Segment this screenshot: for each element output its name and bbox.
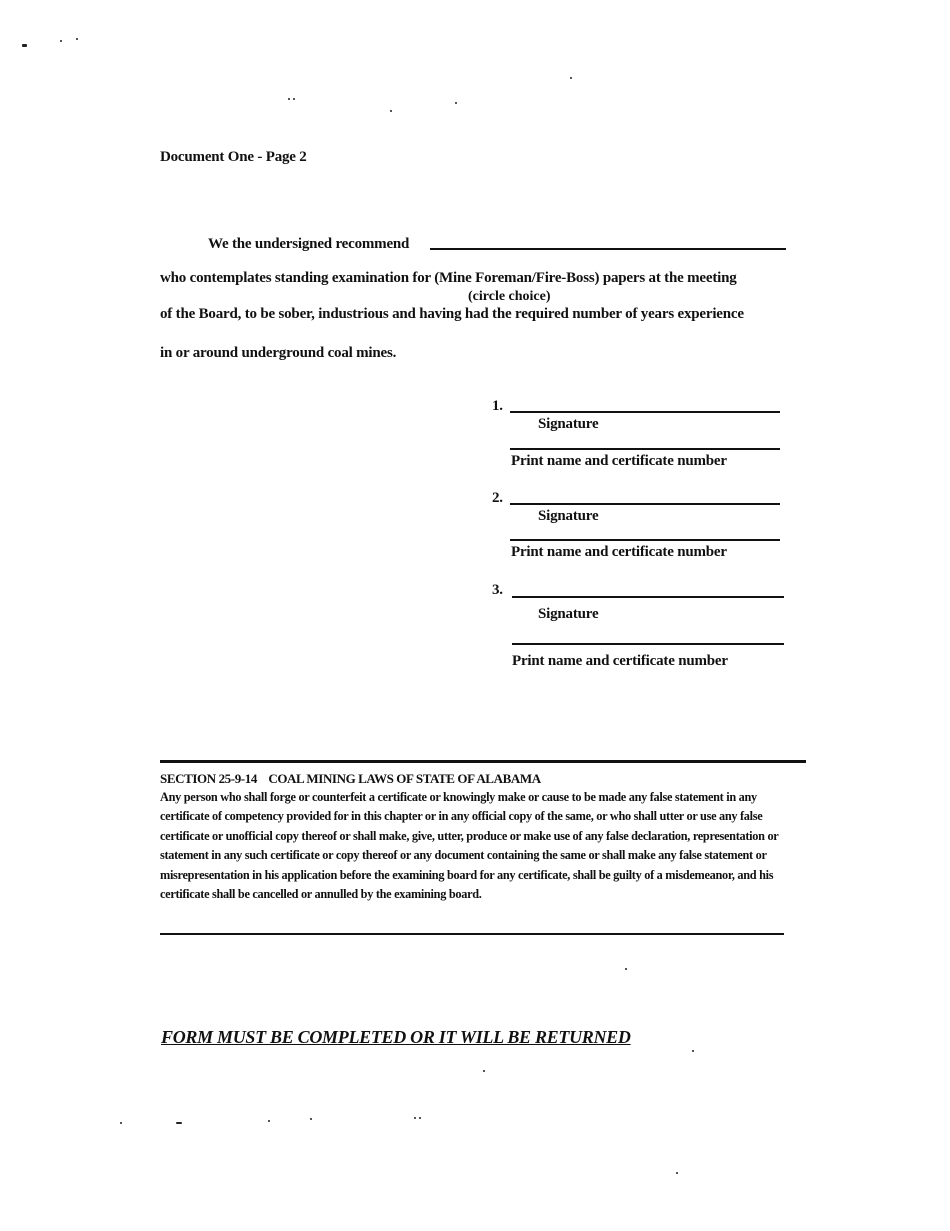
scan-speck — [414, 1117, 416, 1119]
scan-speck — [310, 1118, 312, 1120]
section-heading: SECTION 25-9-14 COAL MINING LAWS OF STATE OF ALABAMA — [160, 771, 541, 786]
section-body: Any person who shall forge or counterfeit a certificate or knowingly make or cause to be made any false statement in any certificate of competency provided for in this chapter or in any official copy of the same, or who shall utter or use any false certificate or unofficial copy thereof or shall make, give, utter, produce or make use of any false declaration, representation or statement in any such certificate or copy thereof or any document containing the same or shall make any false statement or misrepresentation in his application before the examining board for any certificate, shall be guilty of a misdemeanor, and his certificate shall be cancelled or annulled by the examining board. — [160, 790, 779, 902]
signature-label: Signature — [538, 606, 599, 622]
scan-speck — [676, 1172, 678, 1174]
print-name-label: Print name and certificate number — [512, 653, 728, 669]
scan-speck — [570, 77, 572, 79]
signature-line-1[interactable] — [510, 411, 780, 413]
form-notice: FORM MUST BE COMPLETED OR IT WILL BE RETURNED — [161, 1027, 631, 1047]
signature-line-3[interactable] — [512, 596, 784, 598]
scan-speck — [76, 38, 78, 40]
scan-speck — [390, 110, 392, 112]
scan-speck — [455, 102, 457, 104]
scan-speck — [176, 1122, 182, 1124]
print-name-label: Print name and certificate number — [511, 544, 727, 560]
print-name-label: Print name and certificate number — [511, 453, 727, 469]
print-name-line-2[interactable] — [510, 539, 780, 541]
signer-number: 3. — [492, 582, 503, 598]
board-sentence: of the Board, to be sober, industrious and having had the required number of years experience — [160, 306, 744, 322]
signature-label: Signature — [538, 416, 599, 432]
section-top-rule — [160, 760, 806, 763]
scan-speck — [60, 40, 62, 42]
print-name-line-3[interactable] — [512, 643, 784, 645]
signer-number: 2. — [492, 490, 503, 506]
coal-mines-sentence: in or around underground coal mines. — [160, 345, 397, 361]
scan-speck — [288, 98, 290, 100]
print-name-line-1[interactable] — [510, 448, 780, 450]
scan-speck — [692, 1050, 694, 1052]
circle-choice-note: (circle choice) — [468, 289, 551, 304]
signer-number: 1. — [492, 398, 503, 414]
scan-speck — [120, 1122, 122, 1124]
exam-sentence: who contemplates standing examination for (Mine Foreman/Fire-Boss) papers at the meeting — [160, 270, 737, 286]
scan-speck — [268, 1120, 270, 1122]
scan-speck — [419, 1117, 421, 1119]
scan-speck — [483, 1070, 485, 1072]
signature-label: Signature — [538, 508, 599, 524]
scan-speck — [293, 98, 295, 100]
candidate-name-field[interactable] — [430, 248, 786, 250]
scan-speck — [22, 44, 27, 47]
section-bottom-rule — [160, 933, 784, 935]
signature-line-2[interactable] — [510, 503, 780, 505]
page-title: Document One - Page 2 — [160, 149, 307, 165]
scan-speck — [625, 968, 627, 970]
recommend-intro: We the undersigned recommend — [208, 236, 410, 252]
